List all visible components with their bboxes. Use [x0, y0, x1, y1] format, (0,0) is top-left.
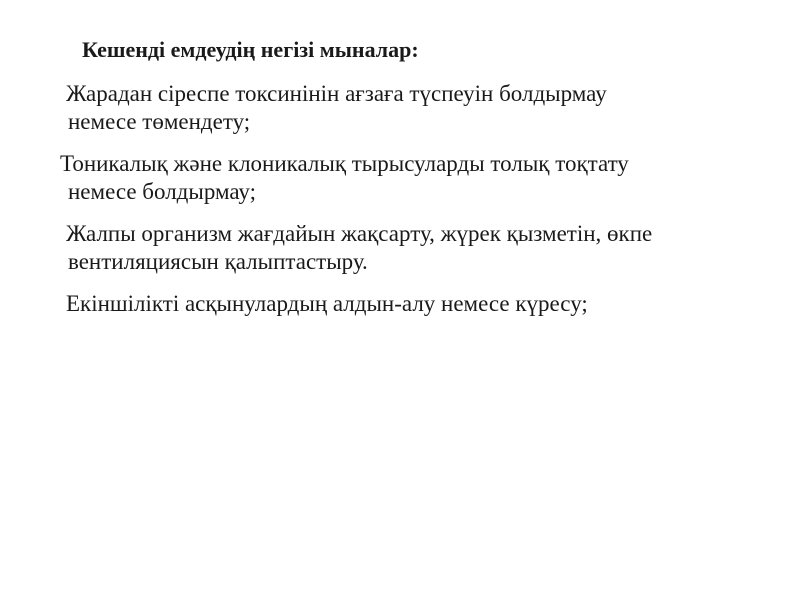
list-item — [66, 80, 786, 136]
list-item-line: вентиляциясын қалыптастыру. — [68, 249, 368, 274]
list-item-line: Жарадан сіреспе токсинінін ағзаға түспеуін болдырмау — [66, 81, 607, 106]
list-item — [60, 150, 780, 206]
list-item-line: немесе төмендету; — [68, 109, 251, 134]
list-item — [66, 290, 786, 318]
slide-heading: Кешенді емдеудің негізі мыналар: — [82, 37, 419, 62]
list-item-line: Тоникалық және клоникалық тырысуларды толық тоқтату — [60, 151, 629, 176]
list-item-line: Жалпы организм жағдайын жақсарту, жүрек қызметін, өкпе — [66, 221, 653, 246]
list-item-line: Екіншілікті асқынулардың алдын-алу немесе күресу; — [66, 291, 588, 316]
list-item-line: немесе болдырмау; — [68, 179, 257, 204]
list-item — [66, 220, 786, 276]
